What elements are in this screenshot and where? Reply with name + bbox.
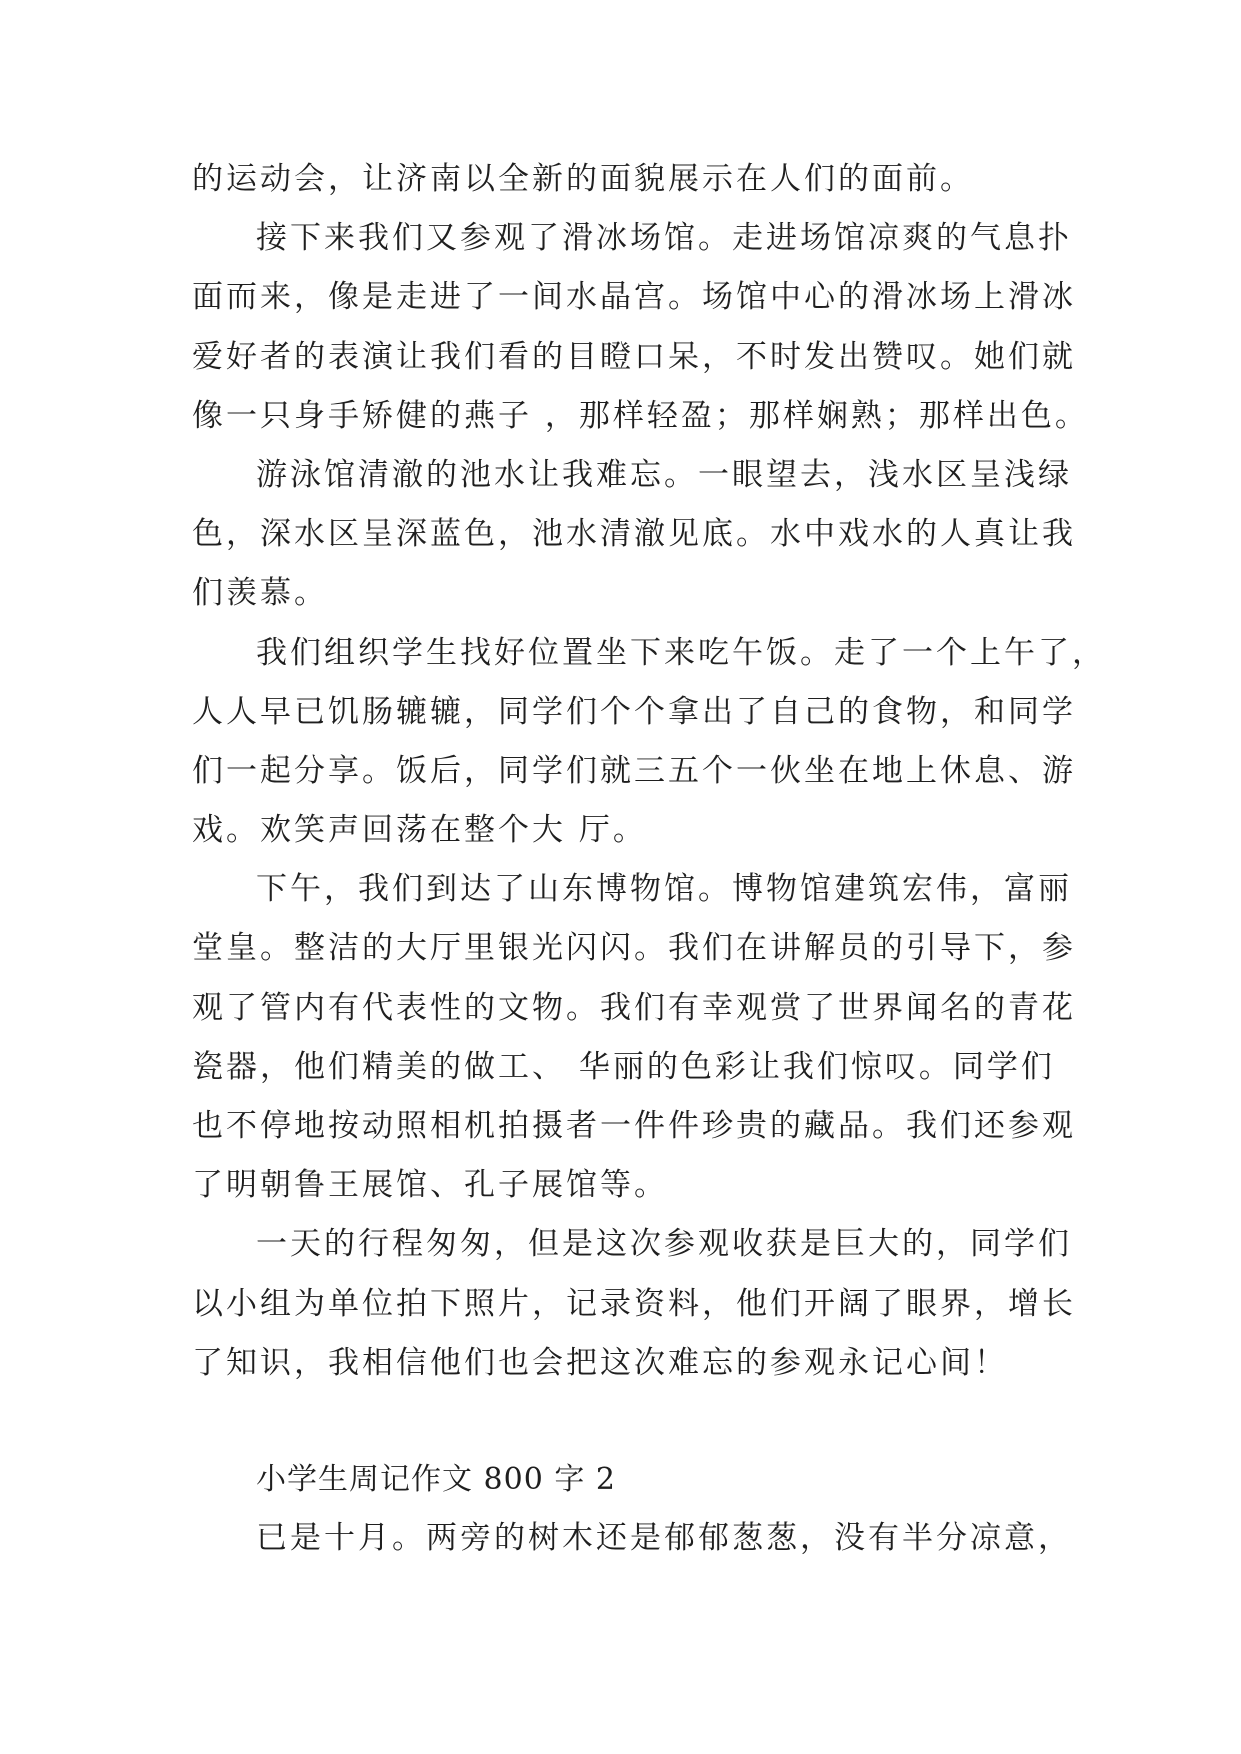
text-line: 的运动会，让济南以全新的面貌展示在人们的面前。 (192, 161, 974, 197)
text-line: 们羡慕。 (192, 575, 328, 612)
section-gap (192, 1393, 1062, 1450)
text-line: 了知识，我相信他们也会把这次难忘的参观永记心间！ (192, 1344, 1008, 1381)
document-body (192, 150, 1106, 1568)
text-line: 以小组为单位拍下照片，记录资料，他们开阔了眼界，增长 (192, 1285, 1076, 1322)
text-line: 堂皇。整洁的大厅里银光闪闪。我们在讲解员的引导下，参 (192, 930, 1076, 967)
text-line: 人人早已饥肠辘辘，同学们个个拿出了自己的食物，和同学 (192, 693, 1076, 730)
text-line: 下午，我们到达了山东博物馆。博物馆建筑宏伟，富丽 (256, 871, 1072, 908)
text-line: 一天的行程匆匆，但是这次参观收获是巨大的，同学们 (256, 1226, 1072, 1263)
section-title: 小学生周记作文 800 字 2 (256, 1461, 616, 1497)
text-line: 已是十月。两旁的树木还是郁郁葱葱，没有半分凉意， (256, 1520, 1072, 1557)
text-line: 游泳馆清澈的池水让我难忘。一眼望去，浅水区呈浅绿 (256, 456, 1072, 493)
text-line: 瓷器，他们精美的做工、 华丽的色彩让我们惊叹。同学们 (192, 1048, 1055, 1085)
text-line: 面而来，像是走进了一间水晶宫。场馆中心的滑冰场上滑冰 (192, 279, 1076, 316)
text-line: 我们组织学生找好位置坐下来吃午饭。走了一个上午了， (256, 634, 1106, 671)
text-line: 戏。欢笑声回荡在整个大 厅。 (192, 812, 647, 849)
text-line: 也不停地按动照相机拍摄者一件件珍贵的藏品。我们还参观 (192, 1108, 1076, 1144)
text-line: 色，深水区呈深蓝色，池水清澈见底。水中戏水的人真让我 (192, 516, 1076, 553)
text-line: 爱好者的表演让我们看的目瞪口呆，不时发出赞叹。她们就 (192, 338, 1076, 375)
text-line: 观了管内有代表性的文物。我们有幸观赏了世界闻名的青花 (192, 989, 1076, 1026)
text-line: 了明朝鲁王展馆、孔子展馆等。 (192, 1167, 668, 1204)
text-line: 接下来我们又参观了滑冰场馆。走进场馆凉爽的气息扑 (256, 220, 1072, 257)
text-line: 像一只身手矫健的燕子 ，那样轻盈；那样娴熟；那样出色。 (192, 397, 1089, 434)
text-line: 们一起分享。饭后，同学们就三五个一伙坐在地上休息、游 (192, 752, 1076, 789)
